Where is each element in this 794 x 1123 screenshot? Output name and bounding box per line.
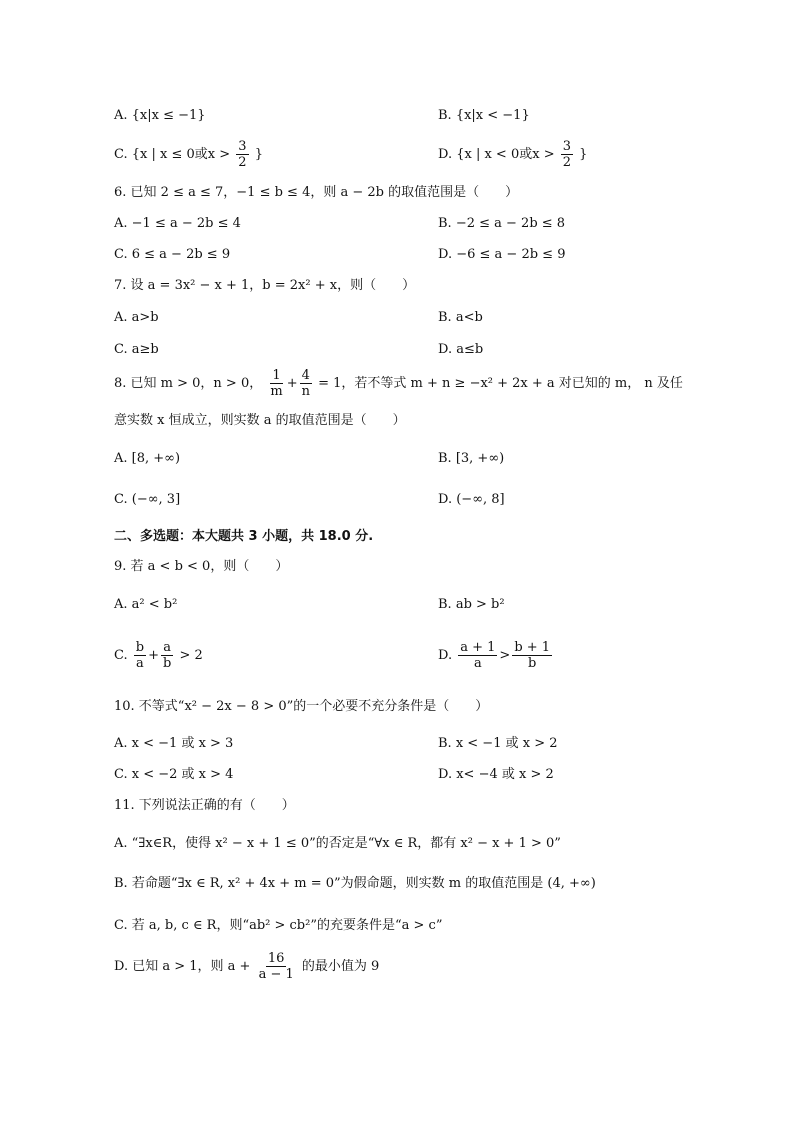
q5-option-c-text: C. {x | x ≤ 0或x > — [114, 147, 231, 162]
q11-option-c: C. 若 a, b, c ∈ R，则“ab² > cb²”的充要条件是“a > c” — [114, 918, 443, 933]
q9-option-c-label: C. — [114, 648, 132, 663]
q8-option-d: D. (−∞, 8] — [438, 492, 505, 507]
q8-option-a: A. [8, +∞) — [114, 451, 181, 466]
q8-option-b: B. [3, +∞) — [438, 451, 505, 466]
fraction-numerator: 3 — [238, 139, 247, 154]
q11-option-b: B. 若命题“∃x ∈ R, x² + 4x + m = 0”为假命题，则实数 m 的取值范围是 (4, +∞) — [114, 876, 596, 891]
plus-sign: + — [148, 648, 159, 663]
fraction-numerator: a — [163, 640, 172, 655]
q5-option-c-fraction — [236, 139, 248, 170]
section-heading: 二、多选题：本大题共 3 小题，共 18.0 分. — [114, 529, 374, 544]
fraction-numerator: 4 — [301, 368, 310, 383]
q6-option-b: B. −2 ≤ a − 2b ≤ 8 — [438, 216, 566, 231]
q5-option-d — [438, 138, 587, 172]
q9-option-d — [438, 639, 554, 673]
fraction-numerator: a + 1 — [460, 640, 496, 655]
fraction-denominator: a — [473, 656, 482, 671]
plus-sign: + — [286, 376, 298, 391]
q9-option-c-fraction-2 — [161, 640, 173, 671]
q5-option-d-close: } — [579, 147, 588, 162]
q8-stem-line1 — [114, 367, 683, 401]
q11-option-d — [114, 950, 379, 984]
fraction-denominator: a − 1 — [258, 967, 294, 982]
q8-stem-line2: 意实数 x 恒成立，则实数 a 的取值范围是（ ） — [114, 413, 406, 428]
q6-option-c: C. 6 ≤ a − 2b ≤ 9 — [114, 247, 231, 262]
q9-option-c-fraction-1 — [134, 640, 146, 671]
q6-stem: 6. 已知 2 ≤ a ≤ 7，−1 ≤ b ≤ 4，则 a − 2b 的取值范围是（ ） — [114, 185, 519, 200]
fraction-numerator: 16 — [267, 951, 285, 966]
q9-option-c-rhs: > 2 — [179, 648, 203, 663]
fraction-denominator: b — [162, 656, 172, 671]
q9-option-d-fraction-2 — [512, 640, 552, 671]
q7-option-c: C. a≥b — [114, 342, 159, 357]
q5-option-a: A. {x|x ≤ −1} — [114, 108, 206, 123]
q11-option-a: A. “∃x∈R，使得 x² − x + 1 ≤ 0”的否定是“∀x ∈ R，都有 x² − x + 1 > 0” — [114, 836, 561, 851]
fraction-numerator: b + 1 — [514, 640, 551, 655]
q9-option-d-fraction-1 — [458, 640, 497, 671]
q11-option-d-tail: 的最小值为 9 — [301, 959, 380, 974]
q6-option-d: D. −6 ≤ a − 2b ≤ 9 — [438, 247, 566, 262]
q9-stem: 9. 若 a < b < 0，则（ ） — [114, 559, 289, 574]
q8-fraction-1 — [268, 368, 284, 399]
q11-option-d-fraction — [257, 951, 296, 982]
q11-option-d-text: D. 已知 a > 1，则 a + — [114, 959, 251, 974]
q9-option-d-label: D. — [438, 648, 457, 663]
q10-stem: 10. 不等式“x² − 2x − 8 > 0”的一个必要不充分条件是（ ） — [114, 699, 489, 714]
q8-option-c: C. (−∞, 3] — [114, 492, 181, 507]
q8-stem-start: 8. 已知 m > 0，n > 0， — [114, 376, 263, 391]
q10-option-a: A. x < −1 或 x > 3 — [114, 736, 234, 751]
fraction-denominator: b — [528, 656, 537, 671]
greater-than-sign: > — [499, 648, 511, 663]
q7-option-d: D. a≤b — [438, 342, 484, 357]
fraction-denominator: m — [270, 384, 283, 399]
fraction-numerator: 1 — [272, 368, 281, 383]
q7-option-b: B. a<b — [438, 310, 483, 325]
q5-option-c-close: } — [254, 147, 263, 162]
q11-stem: 11. 下列说法正确的有（ ） — [114, 798, 295, 813]
q5-option-b: B. {x|x < −1} — [438, 108, 530, 123]
q8-stem-end: = 1，若不等式 m + n ≥ −x² + 2x + a 对已知的 m， n 及任 — [318, 376, 683, 391]
q5-option-d-fraction — [561, 139, 573, 170]
q9-option-b: B. ab > b² — [438, 597, 505, 612]
q7-option-a: A. a>b — [114, 310, 159, 325]
q10-option-d: D. x< −4 或 x > 2 — [438, 767, 554, 782]
fraction-denominator: 2 — [238, 155, 247, 170]
fraction-numerator: b — [135, 640, 145, 655]
q9-option-a: A. a² < b² — [114, 597, 178, 612]
q7-stem: 7. 设 a = 3x² − x + 1，b = 2x² + x，则（ ） — [114, 278, 416, 293]
q10-option-b: B. x < −1 或 x > 2 — [438, 736, 558, 751]
fraction-denominator: a — [136, 656, 144, 671]
q5-option-c — [114, 138, 263, 172]
q5-option-d-text: D. {x | x < 0或x > — [438, 147, 555, 162]
q10-option-c: C. x < −2 或 x > 4 — [114, 767, 234, 782]
q9-option-c — [114, 639, 203, 673]
q6-option-a: A. −1 ≤ a − 2b ≤ 4 — [114, 216, 241, 231]
q8-fraction-2 — [300, 368, 312, 399]
fraction-numerator: 3 — [562, 139, 572, 154]
fraction-denominator: n — [301, 384, 310, 399]
fraction-denominator: 2 — [562, 155, 572, 170]
